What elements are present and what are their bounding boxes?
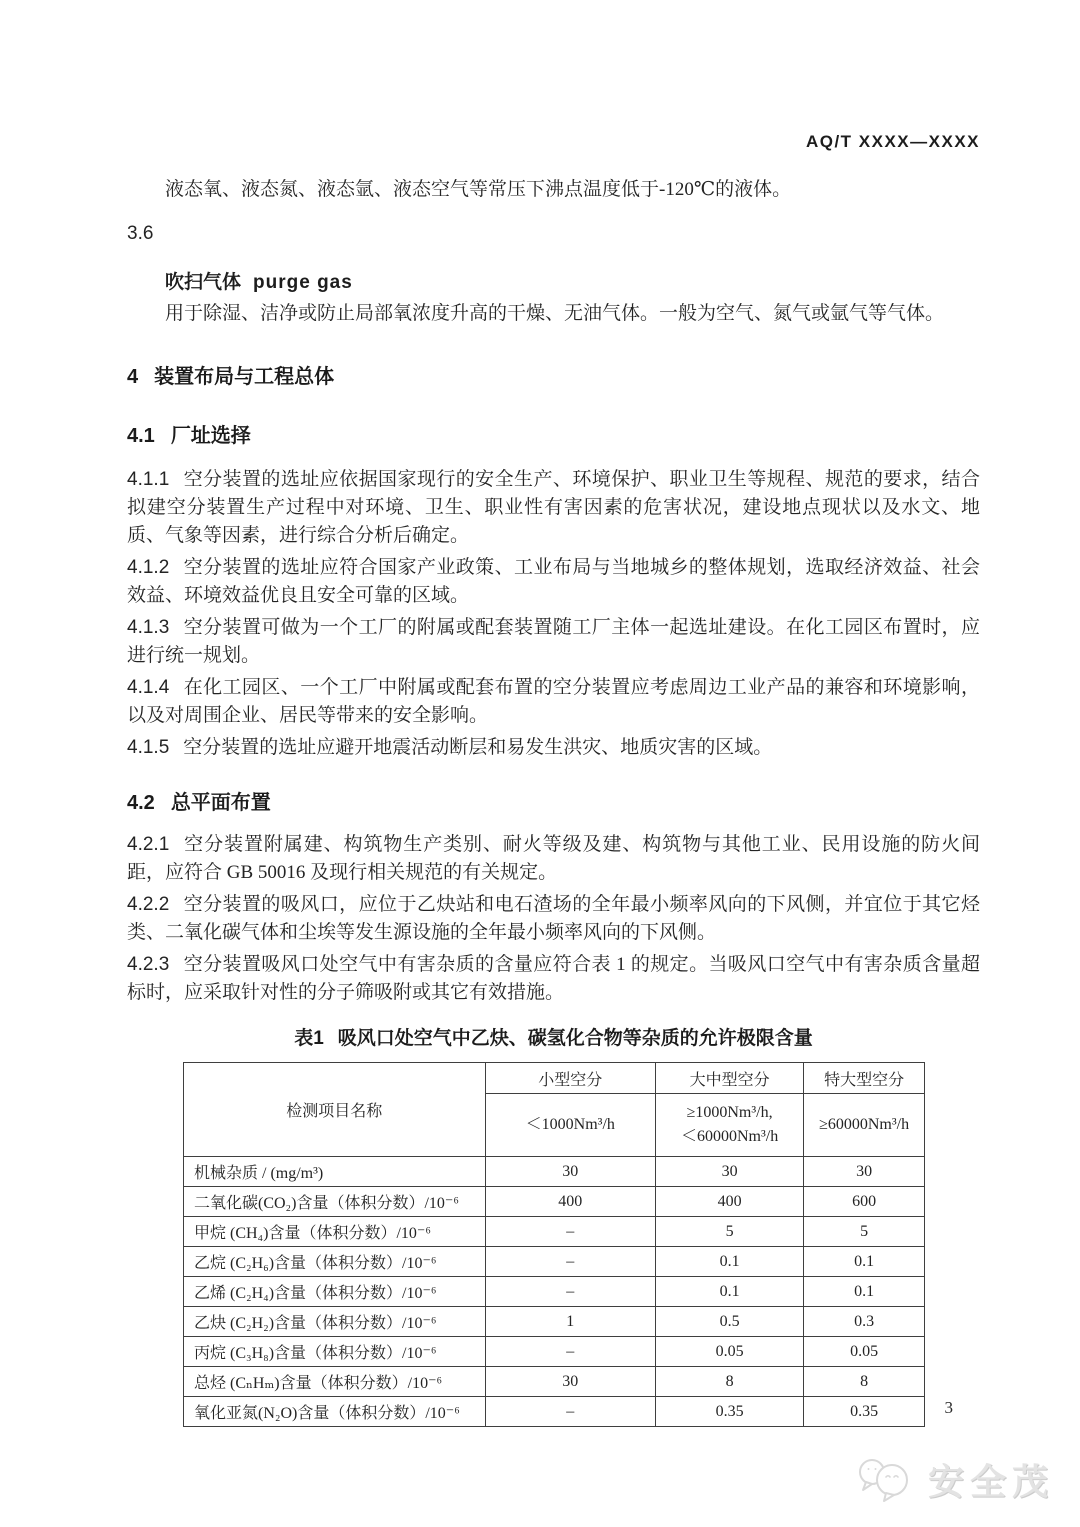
table-caption: 吸风口处空气中乙炔、碳氢化合物等杂质的允许极限含量 (337, 1028, 813, 1049)
row-value: 0.1 (804, 1277, 925, 1307)
clause-number: 4.1.1 (127, 469, 170, 490)
table-label: 表1 (294, 1028, 324, 1049)
row-value: 30 (804, 1157, 925, 1187)
clause-number-3-6: 3.6 (127, 223, 154, 244)
clause-text: 空分装置的选址应依据国家现行的安全生产、环境保护、职业卫生等规程、规范的要求，结合拟建空分装置生产过程中对环境、卫生、职业性有害因素的危害状况，建设地点现状以及水文、地质、气象等因素，进行综合分析后确定。 (127, 469, 980, 546)
table-row (184, 1337, 925, 1367)
row-value: 0.05 (804, 1337, 925, 1367)
row-label: 二氧化碳(CO₂)含量（体积分数）/10⁻⁶ (184, 1187, 486, 1217)
row-value: 5 (656, 1217, 804, 1247)
clause-4-1-5 (127, 734, 980, 762)
clause-number: 4.1.5 (127, 737, 170, 758)
row-value: 30 (485, 1157, 655, 1187)
clause-text: 在化工园区、一个工厂中附属或配套布置的空分装置应考虑周边工业产品的兼容和环境影响，以及对周围企业、居民等带来的安全影响。 (127, 677, 980, 726)
term-heading (127, 267, 980, 294)
table-row (184, 1247, 925, 1277)
row-value: 0.05 (656, 1337, 804, 1367)
term-en: purge gas (253, 272, 353, 293)
table-title (127, 1023, 980, 1050)
row-label: 氧化亚氮(N₂O)含量（体积分数）/10⁻⁶ (184, 1397, 486, 1427)
section-number: 4.2 (127, 792, 155, 814)
row-value: 0.1 (656, 1277, 804, 1307)
clause-text: 空分装置附属建、构筑物生产类别、耐火等级及建、构筑物与其他工业、民用设施的防火间距，应符合 GB 50016 及现行相关规范的有关规定。 (127, 834, 980, 883)
table-row (184, 1157, 925, 1187)
col-sub-xlarge (804, 1094, 925, 1157)
row-value: 400 (485, 1187, 655, 1217)
col-sub-medium (656, 1094, 804, 1157)
row-label: 乙烯 (C₂H₄)含量（体积分数）/10⁻⁶ (184, 1277, 486, 1307)
row-value: 8 (656, 1367, 804, 1397)
clause-text: 空分装置的选址应避开地震活动断层和易发生洪灾、地质灾害的区域。 (183, 737, 773, 758)
row-value: – (485, 1337, 655, 1367)
section-number: 4 (127, 366, 139, 388)
row-value: 0.1 (804, 1247, 925, 1277)
row-value: 5 (804, 1217, 925, 1247)
row-value: 400 (656, 1187, 804, 1217)
clause-text: 空分装置的吸风口，应位于乙炔站和电石渣场的全年最小频率风向的下风侧，并宜位于其它烃类、二氧化碳气体和尘埃等发生源设施的全年最小频率风向的下风侧。 (127, 894, 980, 943)
row-value: 8 (804, 1367, 925, 1397)
table-row (184, 1277, 925, 1307)
row-value: 600 (804, 1187, 925, 1217)
section-number: 4.1 (127, 425, 155, 447)
table-row (184, 1187, 925, 1217)
page-number: 3 (944, 1398, 953, 1417)
row-value: 30 (656, 1157, 804, 1187)
clause-4-1-2 (127, 554, 980, 610)
row-value: 0.1 (656, 1247, 804, 1277)
capacity-range: ≥60000Nm³/h (819, 1116, 910, 1133)
row-value: – (485, 1397, 655, 1427)
row-value: – (485, 1217, 655, 1247)
section-title: 厂址选择 (170, 425, 251, 447)
table-header-group-row (184, 1063, 925, 1094)
doc-code-header: AQ/T XXXX—XXXX (805, 132, 980, 151)
section-heading-4-2 (127, 786, 980, 815)
row-label: 机械杂质 / (mg/m³) (184, 1157, 486, 1187)
row-label: 甲烷 (CH₄)含量（体积分数）/10⁻⁶ (184, 1217, 486, 1247)
row-label: 乙烷 (C₂H₆)含量（体积分数）/10⁻⁶ (184, 1247, 486, 1277)
section-title: 总平面布置 (170, 792, 271, 814)
term-definition: 用于除湿、洁净或防止局部氧浓度升高的干燥、无油气体。一般为空气、氮气或氩气等气体。 (165, 303, 945, 324)
clause-number: 4.1.4 (127, 677, 170, 698)
row-value: 0.5 (656, 1307, 804, 1337)
clause-text: 空分装置的选址应符合国家产业政策、工业布局与当地城乡的整体规划，选取经济效益、社会效益、环境效益优良且安全可靠的区域。 (127, 557, 980, 606)
col-group-small: 小型空分 (485, 1063, 655, 1094)
corner-header-cell: 检测项目名称 (184, 1063, 486, 1157)
limits-table (183, 1062, 925, 1427)
chat-bubbles-icon (856, 1452, 918, 1507)
clause-number: 4.1.3 (127, 617, 170, 638)
clause-number: 4.2.3 (127, 954, 170, 975)
capacity-range: ＜1000Nm³/h (525, 1116, 615, 1133)
row-value: 0.35 (804, 1397, 925, 1427)
row-value: 1 (485, 1307, 655, 1337)
watermark-text: 安全茂 (927, 1461, 1054, 1502)
row-value: – (485, 1247, 655, 1277)
col-sub-small (485, 1094, 655, 1157)
clause-number: 4.2.1 (127, 834, 170, 855)
row-label: 丙烷 (C₃H₈)含量（体积分数）/10⁻⁶ (184, 1337, 486, 1367)
clause-4-2-3 (127, 951, 980, 1007)
clause-4-2-2 (127, 891, 980, 947)
clause-4-1-4 (127, 674, 980, 730)
clause-4-2-1 (127, 831, 980, 887)
page-content (127, 0, 980, 1427)
row-value: 30 (485, 1367, 655, 1397)
row-value: 0.35 (656, 1397, 804, 1427)
table-row (184, 1217, 925, 1247)
clause-text: 空分装置吸风口处空气中有害杂质的含量应符合表 1 的规定。当吸风口空气中有害杂质含量超标时，应采取针对性的分子筛吸附或其它有效措施。 (127, 954, 980, 1003)
clause-number: 4.1.2 (127, 557, 170, 578)
clause-4-1-1 (127, 466, 980, 550)
table-row (184, 1367, 925, 1397)
section-heading-4 (127, 360, 980, 389)
capacity-range: ≥1000Nm³/h, (686, 1104, 773, 1121)
clause-text: 空分装置可做为一个工厂的附属或配套装置随工厂主体一起选址建设。在化工园区布置时，应进行统一规划。 (127, 617, 980, 666)
row-label: 乙炔 (C₂H₂)含量（体积分数）/10⁻⁶ (184, 1307, 486, 1337)
row-value: – (485, 1277, 655, 1307)
table-row (184, 1307, 925, 1337)
clause-4-1-3 (127, 614, 980, 670)
section-title: 装置布局与工程总体 (154, 366, 335, 388)
paragraph-liquid-definition: 液态氧、液态氮、液态氩、液态空气等常压下沸点温度低于-120℃的液体。 (165, 179, 792, 200)
watermark (856, 1452, 1054, 1507)
col-group-medium: 大中型空分 (656, 1063, 804, 1094)
col-group-xlarge: 特大型空分 (804, 1063, 925, 1094)
capacity-range: ＜60000Nm³/h (680, 1128, 779, 1145)
row-value: 0.3 (804, 1307, 925, 1337)
term-zh: 吹扫气体 (165, 272, 242, 293)
row-label: 总烃 (CₙHₘ)含量（体积分数）/10⁻⁶ (184, 1367, 486, 1397)
clause-number: 4.2.2 (127, 894, 170, 915)
section-heading-4-1 (127, 419, 980, 448)
